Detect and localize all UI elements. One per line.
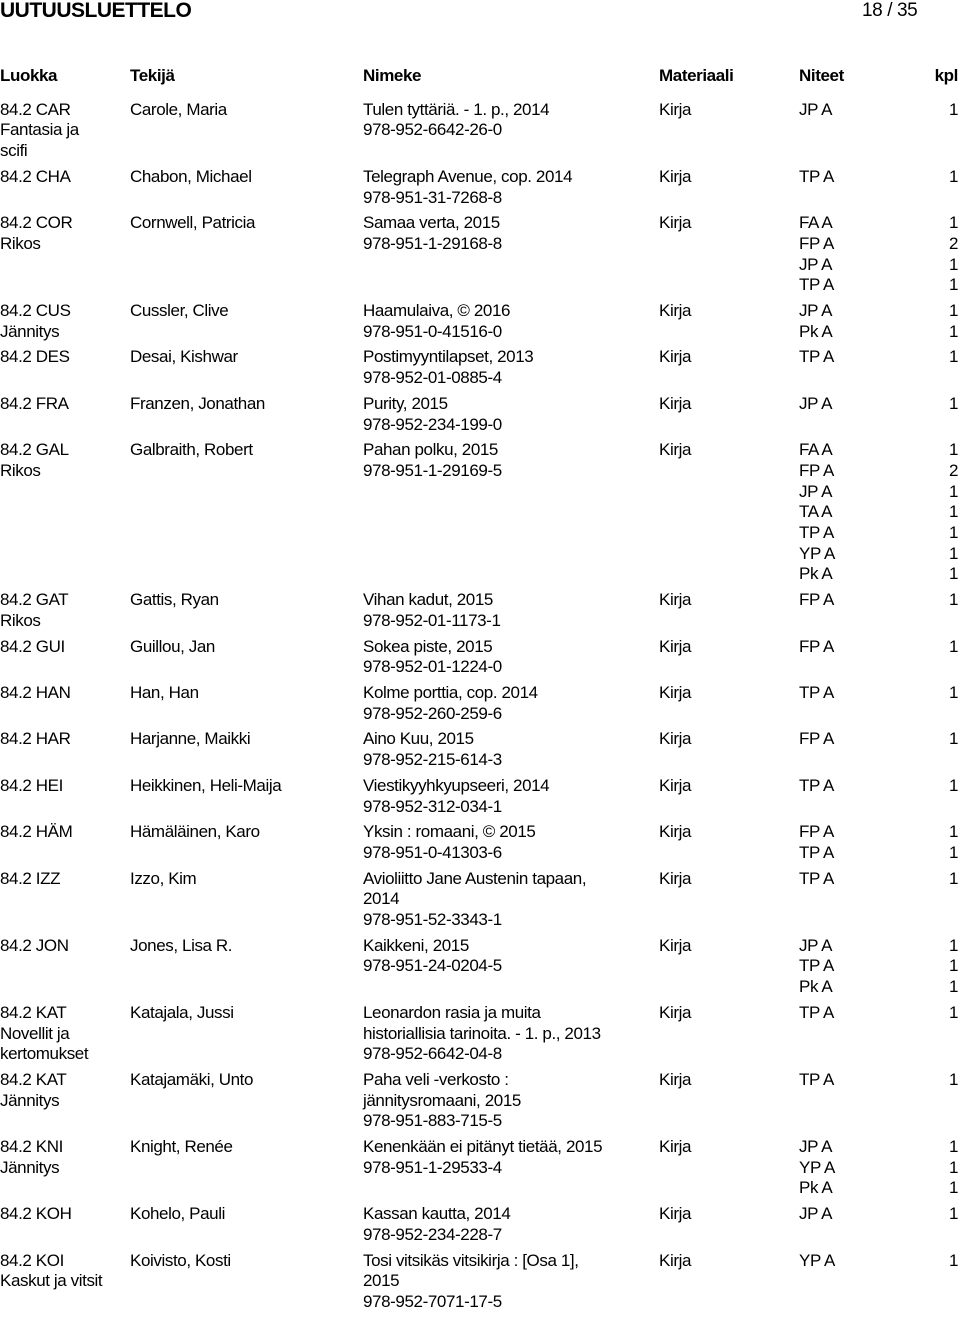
cell-materiaali: Kirja (659, 822, 692, 842)
table-row (0, 776, 958, 822)
cell-nimeke: Samaa verta, 2015 978-951-1-29168-8 (363, 213, 502, 253)
copy-location: TP A (799, 1069, 834, 1089)
cell-tekija: Gattis, Ryan (130, 590, 219, 610)
copy-line (799, 1204, 958, 1225)
copy-count: 2 (948, 460, 958, 480)
cell-nimeke: Kenenkään ei pitänyt tietää, 2015 978-951-1-29533-4 (363, 1137, 603, 1177)
copy-location: TP A (799, 682, 834, 702)
copy-line (799, 255, 958, 276)
copy-location: FP A (799, 590, 834, 610)
table-row (0, 590, 958, 636)
copy-count: 1 (948, 775, 958, 795)
cell-niteet (799, 590, 958, 631)
copy-count: 1 (948, 523, 958, 543)
cell-materiaali: Kirja (659, 682, 692, 702)
copy-count: 1 (948, 935, 958, 955)
copy-location: YP A (799, 1250, 835, 1270)
copy-location: Pk A (799, 564, 833, 584)
copy-line (799, 936, 958, 957)
cell-nimeke: Aino Kuu, 2015 978-952-215-614-3 (363, 729, 502, 770)
column-header-nimeke: Nimeke (363, 66, 422, 85)
copy-location: Pk A (799, 977, 833, 997)
cell-nimeke: Sokea piste, 2015 978-952-01-1224-0 (363, 636, 502, 677)
cell-tekija: Knight, Renée (130, 1137, 233, 1157)
cell-nimeke: Tulen tyttäriä. - 1. p., 2014 978-952-6642-26-0 (363, 99, 550, 140)
cell-nimeke: Haamulaiva, © 2016 978-951-0-41516-0 (363, 301, 511, 341)
table-row (0, 1204, 958, 1250)
copy-count: 1 (948, 301, 958, 321)
copy-line (799, 347, 958, 368)
column-header-niteet: Niteet (799, 66, 844, 85)
cell-tekija: Jones, Lisa R. (130, 935, 233, 955)
cell-materiaali: Kirja (659, 213, 692, 233)
cell-tekija: Guillou, Jan (130, 636, 215, 656)
cell-niteet (799, 637, 958, 678)
copy-count: 1 (948, 1178, 958, 1198)
cell-tekija: Carole, Maria (130, 99, 227, 119)
cell-nimeke: Kassan kautta, 2014 978-952-234-228-7 (363, 1204, 511, 1244)
cell-materiaali: Kirja (659, 935, 692, 955)
copy-count: 1 (948, 842, 958, 862)
cell-tekija: Cussler, Clive (130, 301, 229, 321)
copy-count: 1 (948, 481, 958, 501)
copy-line (799, 482, 958, 503)
copy-location: FP A (799, 729, 834, 749)
copy-line (799, 1070, 958, 1091)
table-row (0, 683, 958, 729)
cell-nimeke: Avioliitto Jane Austenin tapaan, 2014 978-951-52-3343-1 (363, 868, 587, 930)
copy-line (799, 502, 958, 523)
copy-location: FP A (799, 233, 834, 253)
table-row (0, 394, 958, 440)
copy-line (799, 167, 958, 188)
cell-luokka: 84.2 KOI Kaskut ja vitsit (0, 1250, 103, 1291)
cell-luokka: 84.2 JON (0, 935, 69, 955)
cell-tekija: Chabon, Michael (130, 166, 252, 186)
copy-location: TP A (799, 275, 834, 295)
copy-line (799, 461, 958, 482)
table-row (0, 936, 958, 1003)
copy-count: 1 (948, 543, 958, 563)
copy-location: JP A (799, 1204, 833, 1224)
copy-line (799, 590, 958, 611)
cell-materiaali: Kirja (659, 1204, 692, 1224)
copy-location: TP A (799, 523, 834, 543)
cell-luokka: 84.2 KNI Jännitys (0, 1137, 63, 1177)
table-row (0, 729, 958, 775)
cell-nimeke: Telegraph Avenue, cop. 2014 978-951-31-7268-8 (363, 166, 573, 207)
cell-nimeke: Tosi vitsikäs vitsikirja : [Osa 1], 2015 978-952-7071-17-5 (363, 1250, 579, 1311)
copy-count: 1 (948, 321, 958, 341)
table-row (0, 440, 958, 590)
copy-count: 1 (948, 1069, 958, 1089)
cell-tekija: Harjanne, Maikki (130, 729, 251, 749)
cell-niteet (799, 729, 958, 770)
cell-luokka: 84.2 COR Rikos (0, 213, 73, 253)
cell-nimeke: Yksin : romaani, © 2015 978-951-0-41303-6 (363, 822, 536, 862)
cell-niteet (799, 213, 958, 296)
table-row (0, 167, 958, 213)
cell-materiaali: Kirja (659, 590, 692, 610)
copy-count: 1 (948, 590, 958, 610)
copy-count: 1 (948, 868, 958, 888)
table-row (0, 637, 958, 683)
cell-nimeke: Pahan polku, 2015 978-951-1-29169-5 (363, 440, 502, 480)
copy-line (799, 637, 958, 658)
cell-tekija: Han, Han (130, 682, 199, 702)
cell-luokka: 84.2 GAT Rikos (0, 590, 69, 630)
copy-line (799, 1137, 958, 1158)
cell-materiaali: Kirja (659, 1250, 692, 1270)
copy-line (799, 234, 958, 255)
cell-tekija: Cornwell, Patricia (130, 213, 256, 233)
copy-line (799, 1251, 958, 1272)
copy-line (799, 869, 958, 890)
cell-materiaali: Kirja (659, 636, 692, 656)
copy-line (799, 322, 958, 343)
cell-luokka: 84.2 FRA (0, 393, 69, 413)
page-number: 18 / 35 (862, 0, 918, 21)
copy-line (799, 394, 958, 415)
copy-count: 1 (948, 99, 958, 119)
copy-count: 1 (948, 213, 958, 233)
copy-location: FA A (799, 213, 833, 233)
cell-materiaali: Kirja (659, 393, 692, 413)
copy-count: 1 (948, 1157, 958, 1177)
column-header-luokka: Luokka (0, 66, 58, 85)
cell-luokka: 84.2 KOH (0, 1204, 72, 1224)
copy-location: JP A (799, 1137, 833, 1157)
copy-line (799, 776, 958, 797)
copy-count: 1 (948, 956, 958, 976)
cell-tekija: Franzen, Jonathan (130, 393, 265, 413)
copy-location: TA A (799, 502, 833, 522)
cell-luokka: 84.2 KAT Novellit ja kertomukset (0, 1002, 89, 1064)
cell-niteet (799, 167, 958, 208)
copy-line (799, 100, 958, 121)
copy-count: 1 (948, 275, 958, 295)
cell-materiaali: Kirja (659, 775, 692, 795)
cell-luokka: 84.2 CUS Jännitys (0, 301, 71, 341)
copy-count: 1 (948, 502, 958, 522)
copy-location: FP A (799, 822, 834, 842)
table-row (0, 347, 958, 393)
copy-count: 1 (948, 729, 958, 749)
copy-count: 1 (948, 347, 958, 367)
copy-line (799, 213, 958, 234)
cell-niteet (799, 347, 958, 388)
copy-location: TP A (799, 868, 834, 888)
cell-luokka: 84.2 CAR Fantasia ja scifi (0, 99, 79, 161)
cell-niteet (799, 776, 958, 817)
page-title: UUTUUSLUETTELO (0, 0, 192, 22)
cell-niteet (799, 394, 958, 435)
cell-niteet (799, 936, 958, 998)
cell-luokka: 84.2 GUI (0, 636, 65, 656)
cell-materiaali: Kirja (659, 99, 692, 119)
table-row (0, 869, 958, 936)
cell-materiaali: Kirja (659, 440, 692, 460)
copy-line (799, 843, 958, 864)
cell-niteet (799, 1204, 958, 1245)
copy-location: TP A (799, 775, 834, 795)
cell-materiaali: Kirja (659, 166, 692, 186)
copy-location: TP A (799, 166, 834, 186)
copy-location: Pk A (799, 1178, 833, 1198)
cell-luokka: 84.2 KAT Jännitys (0, 1069, 67, 1110)
cell-nimeke: Kolme porttia, cop. 2014 978-952-260-259-6 (363, 682, 538, 723)
cell-niteet (799, 1137, 958, 1199)
copy-line (799, 544, 958, 565)
copy-location: TP A (799, 956, 834, 976)
cell-niteet (799, 683, 958, 724)
cell-tekija: Katajala, Jussi (130, 1002, 234, 1022)
copy-count: 1 (948, 564, 958, 584)
copy-line (799, 523, 958, 544)
table-row (0, 100, 958, 167)
copy-line (799, 683, 958, 704)
copy-count: 1 (948, 166, 958, 186)
copy-count: 1 (948, 254, 958, 274)
cell-tekija: Koivisto, Kosti (130, 1250, 231, 1270)
cell-luokka: 84.2 CHA (0, 166, 71, 186)
table-row (0, 822, 958, 868)
copy-count: 1 (948, 1250, 958, 1270)
cell-nimeke: Purity, 2015 978-952-234-199-0 (363, 393, 502, 434)
cell-nimeke: Paha veli -verkosto : jännitysromaani, 2015 978-951-883-715-5 (363, 1069, 521, 1131)
copy-location: JP A (799, 254, 833, 274)
copy-location: YP A (799, 543, 835, 563)
copy-line (799, 1178, 958, 1199)
copy-location: JP A (799, 393, 833, 413)
copy-line (799, 564, 958, 585)
copy-line (799, 822, 958, 843)
cell-materiaali: Kirja (659, 347, 692, 367)
cell-niteet (799, 100, 958, 162)
cell-luokka: 84.2 IZZ (0, 868, 61, 888)
cell-tekija: Izzo, Kim (130, 868, 197, 888)
table-row (0, 1070, 958, 1137)
cell-nimeke: Kaikkeni, 2015 978-951-24-0204-5 (363, 935, 502, 976)
copy-count: 1 (948, 1137, 958, 1157)
cell-tekija: Desai, Kishwar (130, 347, 238, 367)
column-header-materiaali: Materiaali (659, 66, 734, 85)
copy-line (799, 440, 958, 461)
copy-location: TP A (799, 347, 834, 367)
cell-materiaali: Kirja (659, 868, 692, 888)
copy-count: 1 (948, 977, 958, 997)
copy-location: FP A (799, 636, 834, 656)
cell-luokka: 84.2 DES (0, 347, 70, 367)
cell-nimeke: Postimyyntilapset, 2013 978-952-01-0885-4 (363, 347, 534, 388)
cell-nimeke: Leonardon rasia ja muita historiallisia tarinoita. - 1. p., 2013 978-952-6642-04-8 (363, 1002, 601, 1064)
cell-materiaali: Kirja (659, 1002, 692, 1022)
cell-niteet (799, 1070, 958, 1132)
copy-line (799, 977, 958, 998)
copy-line (799, 729, 958, 750)
cell-nimeke: Viestikyyhkyupseeri, 2014 978-952-312-034-1 (363, 775, 550, 816)
copy-count: 2 (948, 233, 958, 253)
cell-materiaali: Kirja (659, 729, 692, 749)
table-row (0, 301, 958, 347)
table-row (0, 1003, 958, 1070)
copy-count: 1 (948, 682, 958, 702)
copy-location: JP A (799, 301, 833, 321)
cell-luokka: 84.2 HAR (0, 729, 71, 749)
copy-location: JP A (799, 935, 833, 955)
copy-count: 1 (948, 822, 958, 842)
cell-niteet (799, 301, 958, 342)
copy-location: Pk A (799, 321, 833, 341)
copy-count: 1 (948, 636, 958, 656)
copy-location: FA A (799, 440, 833, 460)
cell-niteet (799, 1251, 958, 1313)
copy-location: JP A (799, 99, 833, 119)
cell-tekija: Katajamäki, Unto (130, 1069, 254, 1089)
table-row (0, 1137, 958, 1204)
copy-location: YP A (799, 1157, 835, 1177)
cell-tekija: Galbraith, Robert (130, 440, 253, 460)
copy-line (799, 1158, 958, 1179)
column-header-tekija: Tekijä (130, 66, 175, 85)
cell-luokka: 84.2 GAL Rikos (0, 440, 69, 480)
cell-materiaali: Kirja (659, 301, 692, 321)
copy-line (799, 956, 958, 977)
copy-count: 1 (948, 1002, 958, 1022)
copy-location: JP A (799, 481, 833, 501)
table-row (0, 1251, 958, 1318)
cell-niteet (799, 1003, 958, 1065)
copy-count: 1 (948, 1204, 958, 1224)
cell-tekija: Heikkinen, Heli-Maija (130, 775, 282, 795)
cell-tekija: Hämäläinen, Karo (130, 822, 260, 842)
table-row (0, 213, 958, 301)
cell-niteet (799, 822, 958, 863)
copy-location: FP A (799, 460, 834, 480)
copy-location: TP A (799, 842, 834, 862)
cell-niteet (799, 869, 958, 931)
table-header (0, 66, 958, 100)
cell-tekija: Kohelo, Pauli (130, 1204, 225, 1224)
copy-count: 1 (948, 440, 958, 460)
cell-nimeke: Vihan kadut, 2015 978-952-01-1173-1 (363, 590, 501, 630)
copy-line (799, 301, 958, 322)
cell-luokka: 84.2 HAN (0, 682, 71, 702)
copy-count: 1 (948, 393, 958, 413)
cell-niteet (799, 440, 958, 585)
cell-materiaali: Kirja (659, 1137, 692, 1157)
cell-materiaali: Kirja (659, 1069, 692, 1089)
cell-luokka: 84.2 HÄM (0, 822, 73, 842)
copy-location: TP A (799, 1002, 834, 1022)
copy-line (799, 1003, 958, 1024)
column-header-kpl: kpl (934, 66, 958, 85)
new-items-table (0, 66, 958, 1318)
cell-luokka: 84.2 HEI (0, 775, 63, 795)
copy-line (799, 275, 958, 296)
